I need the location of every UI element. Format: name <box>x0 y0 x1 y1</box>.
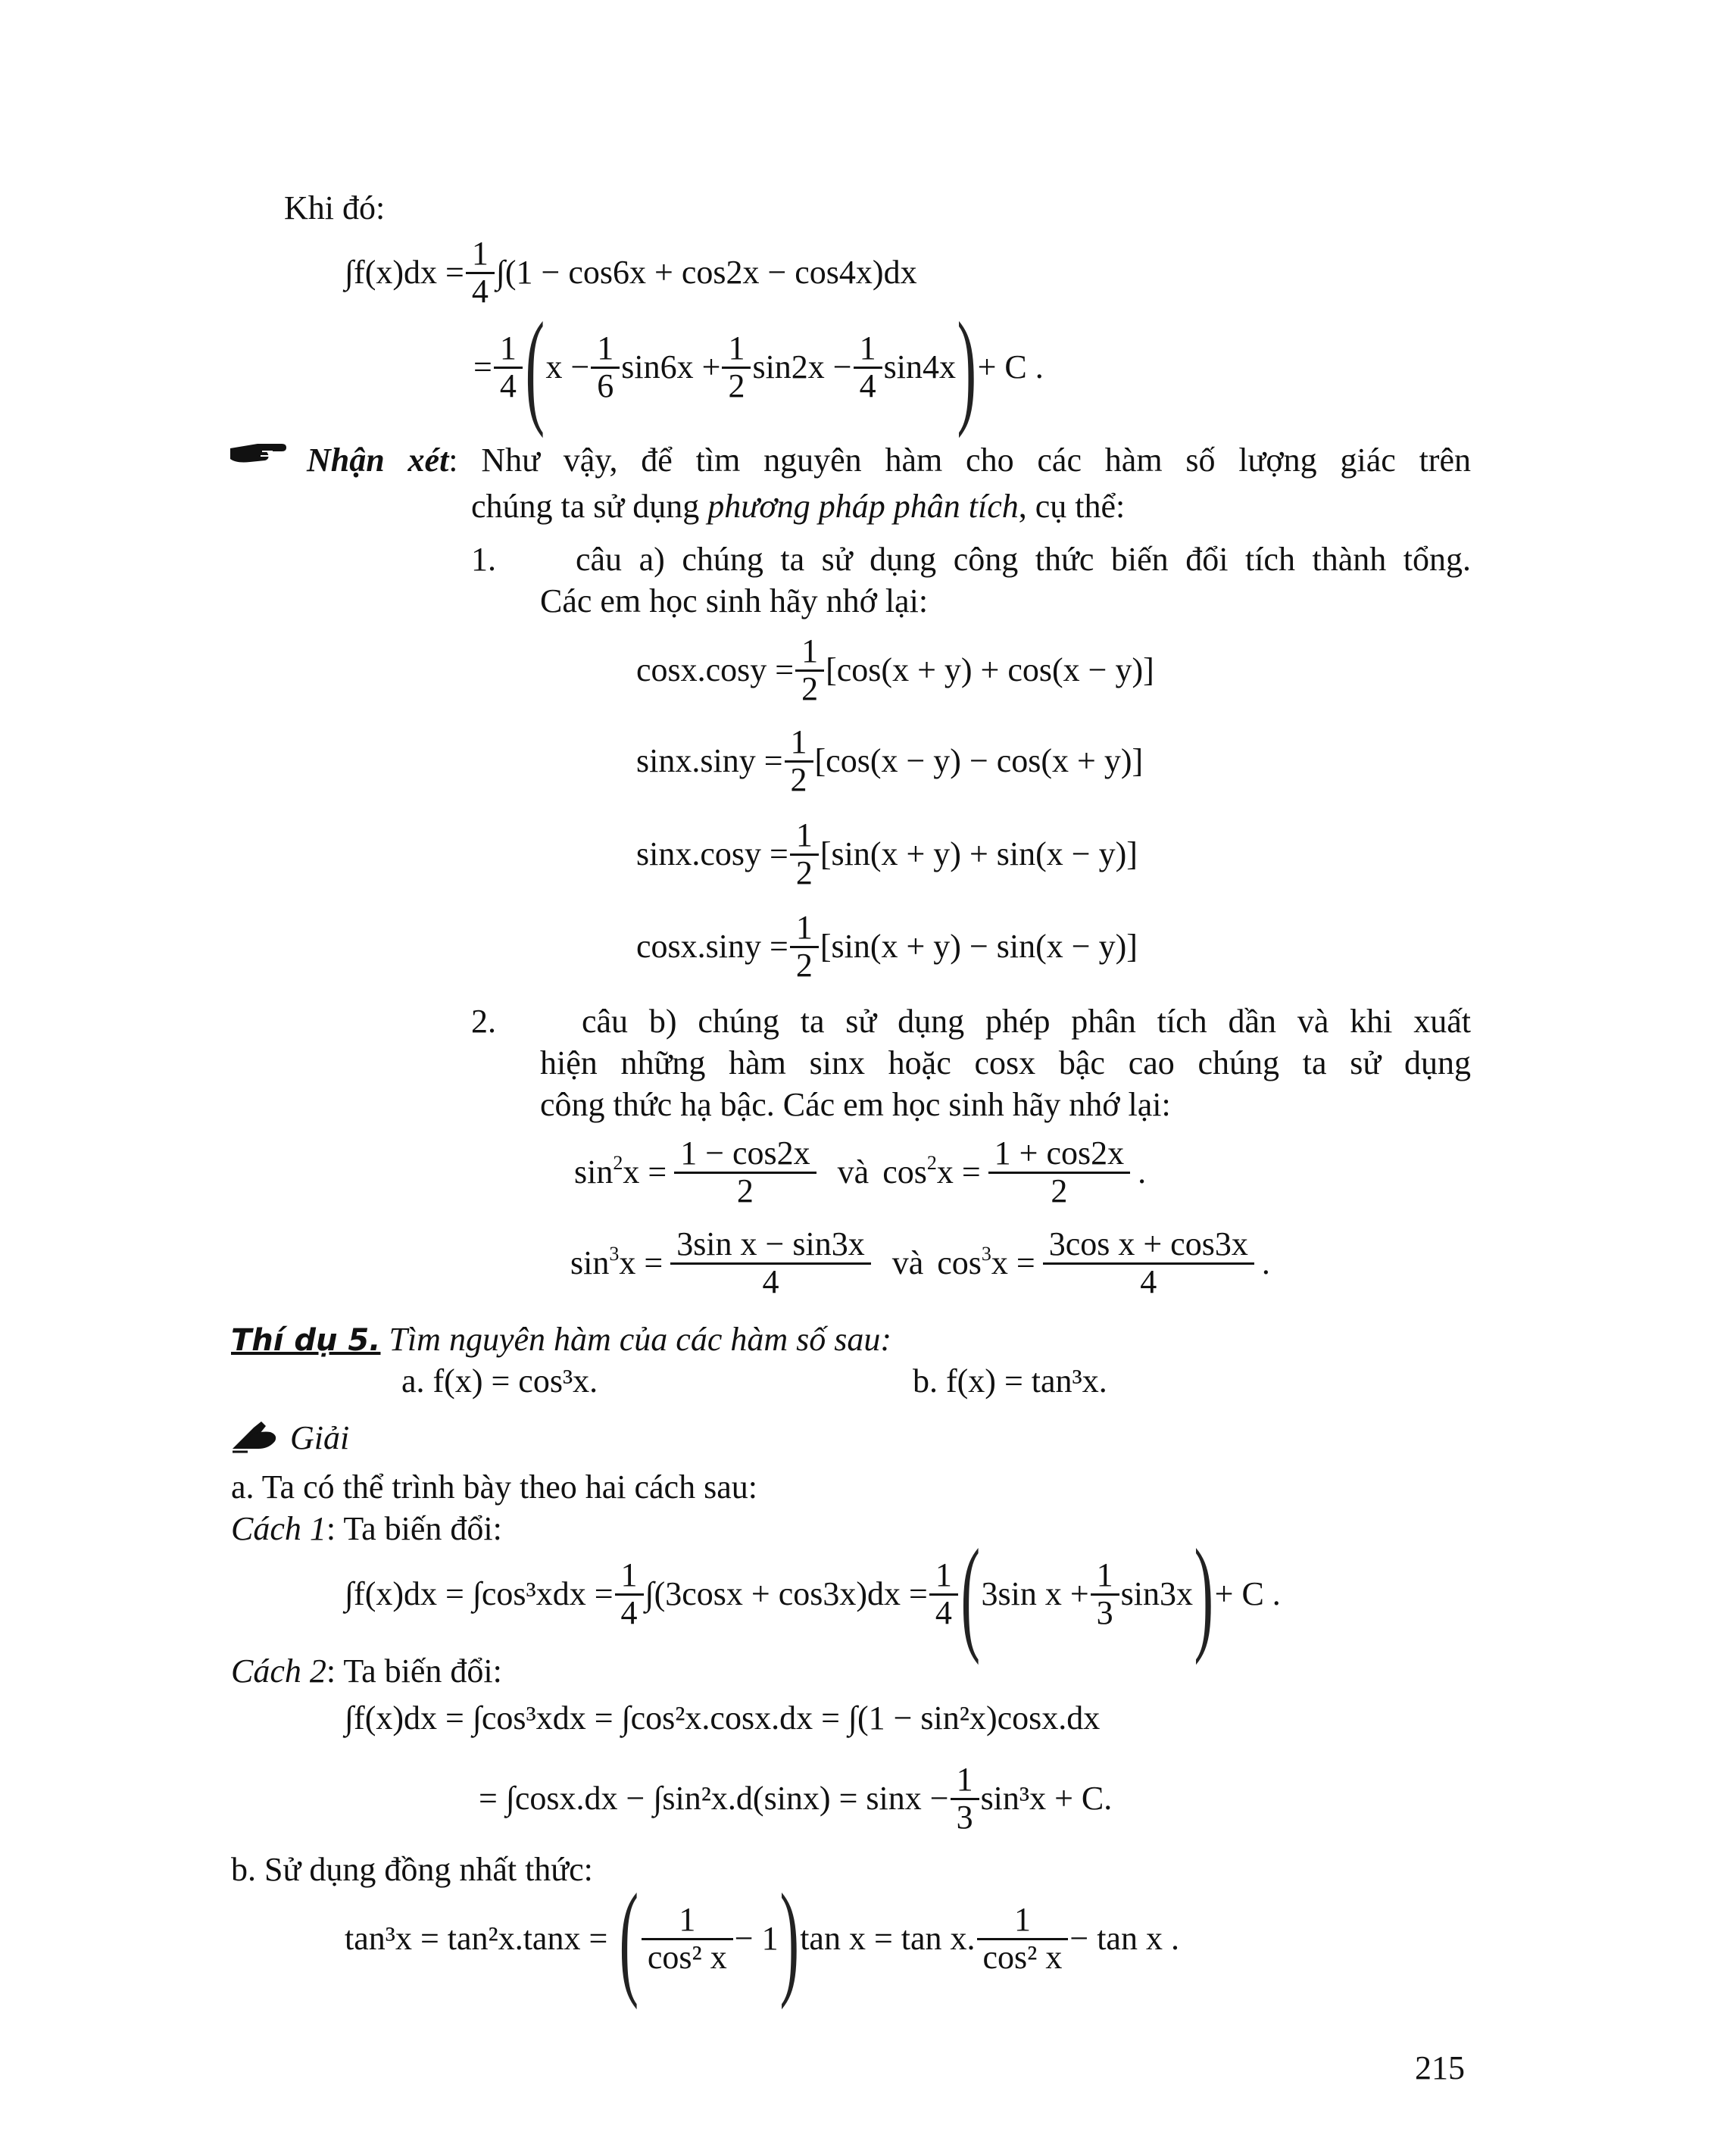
method-2-line-1: ∫f(x)dx = ∫cos³xdx = ∫cos²x.cosx.dx = ∫(1 − sin²x)cosx.dx <box>345 1699 1101 1737</box>
formula-sin-cos: sinx.cosy = $\frac{1}{2}$ [sin(x + y) + sin(x − y)] <box>636 816 1138 891</box>
method-2-label: Cách 2: Ta biến đổi: <box>231 1652 502 1690</box>
item-2-line-2: hiện những hàm sinx hoặc cosx bậc cao chúng ta sử dụng <box>540 1044 1471 1081</box>
fraction-one-quarter: $\frac{1}{4}$ <box>497 331 520 403</box>
eq1-lhs: ∫f(x)dx = <box>345 254 464 292</box>
remark-line-1: Nhận xét: Như vậy, để tìm nguyên hàm cho các hàm số lượng giác trên <box>307 442 1471 479</box>
method-1-equation: ∫f(x)dx = ∫cos³xdx = $\frac{1}{4}$ ∫(3cosx + cos3x)dx = $\frac{1}{4}$ ( 3sin x + $\frac{1}{3}$ sin3x ) + C . <box>345 1523 1281 1665</box>
example-part-a: a. f(x) = cos³x. <box>401 1362 598 1400</box>
item-1-line-2: Các em học sinh hãy nhớ lại: <box>540 582 929 619</box>
formula-cos-cos: cosx.cosy = $\frac{1}{2}$ [cos(x + y) + cos(x − y)] <box>636 632 1154 707</box>
solution-line <box>231 1416 349 1464</box>
formula-sin-sin: sinx.siny = $\frac{1}{2}$ [cos(x − y) − cos(x + y)] <box>636 723 1144 798</box>
fraction-one-quarter: $\frac{1}{4}$ <box>857 331 879 403</box>
page-number: 215 <box>1415 2049 1465 2086</box>
writing-hand-icon <box>231 1418 279 1464</box>
example-part-b: b. f(x) = tan³x. <box>913 1362 1107 1400</box>
item-2-line-1: câu b) chúng ta sử dụng phép phân tích dần và khi xuất <box>582 1003 1471 1040</box>
eq1-rhs: ∫(1 − cos6x + cos2x − cos4x)dx <box>495 254 917 292</box>
fraction-one-quarter: $\frac{1}{4}$ <box>469 236 492 308</box>
item-1-number: 1. <box>471 541 496 578</box>
pointing-hand-icon <box>227 435 288 479</box>
item-2-number: 2. <box>471 1003 496 1040</box>
remark-label: Nhận xét <box>307 442 449 479</box>
fraction-one-sixth: $\frac{1}{6}$ <box>594 331 617 403</box>
solution-label: Giải <box>290 1419 350 1456</box>
formula-cos-sin: cosx.siny = $\frac{1}{2}$ [sin(x + y) − sin(x − y)] <box>636 909 1138 984</box>
formula-sin2-cos2: $\sin^2x$ = $\frac{1 - \cos 2x}{2}$ và $\cos^2x$ = $\frac{1 + \cos 2x}{2}$ . <box>574 1134 1147 1209</box>
integral-eq-line1 <box>345 231 917 314</box>
part-b-intro: b. Sử dụng đồng nhất thức: <box>231 1851 593 1888</box>
item-2-line-3: công thức hạ bậc. Các em học sinh hãy nhớ lại: <box>540 1086 1171 1123</box>
item-1-line-1: câu a) chúng ta sử dụng công thức biến đổi tích thành tổng. <box>576 541 1471 578</box>
tan-identity: tan³x = tan²x.tanx = ( $\frac{1}{\text{cos² x}}$ − 1 ) tan x = tan x. $\frac{1}{\text{cos² x}}$ − tan x . <box>345 1868 1179 2010</box>
khi-do-label: Khi đó: <box>284 189 386 226</box>
method-1-label: Cách 1: Ta biến đổi: <box>231 1510 502 1547</box>
integral-eq-line2: = $\frac{1}{4}$ ( x − $\frac{1}{6}$ sin6x + $\frac{1}{2}$ sin2x − $\frac{1}{4}$ sin4x ) + C . <box>473 296 1044 438</box>
part-a-intro: a. Ta có thể trình bày theo hai cách sau: <box>231 1468 757 1506</box>
example-title-line: Thí dụ 5. Tìm nguyên hàm của các hàm số sau: <box>231 1321 892 1358</box>
fraction-one-half: $\frac{1}{2}$ <box>725 331 748 403</box>
remark-line-2: chúng ta sử dụng phương pháp phân tích, cụ thể: <box>471 488 1126 525</box>
method-2-line-2: = ∫cosx.dx − ∫sin²x.d(sinx) = sinx − $\frac{1}{3}$ sin³x + C. <box>479 1761 1113 1836</box>
example-heading: Thí dụ 5. <box>231 1323 381 1358</box>
formula-sin3-cos3: $\sin^3x$ = $\frac{\text{3sin x − sin3x}}{4}$ và $\cos^3x$ = $\frac{\text{3cos x + cos3x}}{4}$ . <box>570 1225 1270 1300</box>
